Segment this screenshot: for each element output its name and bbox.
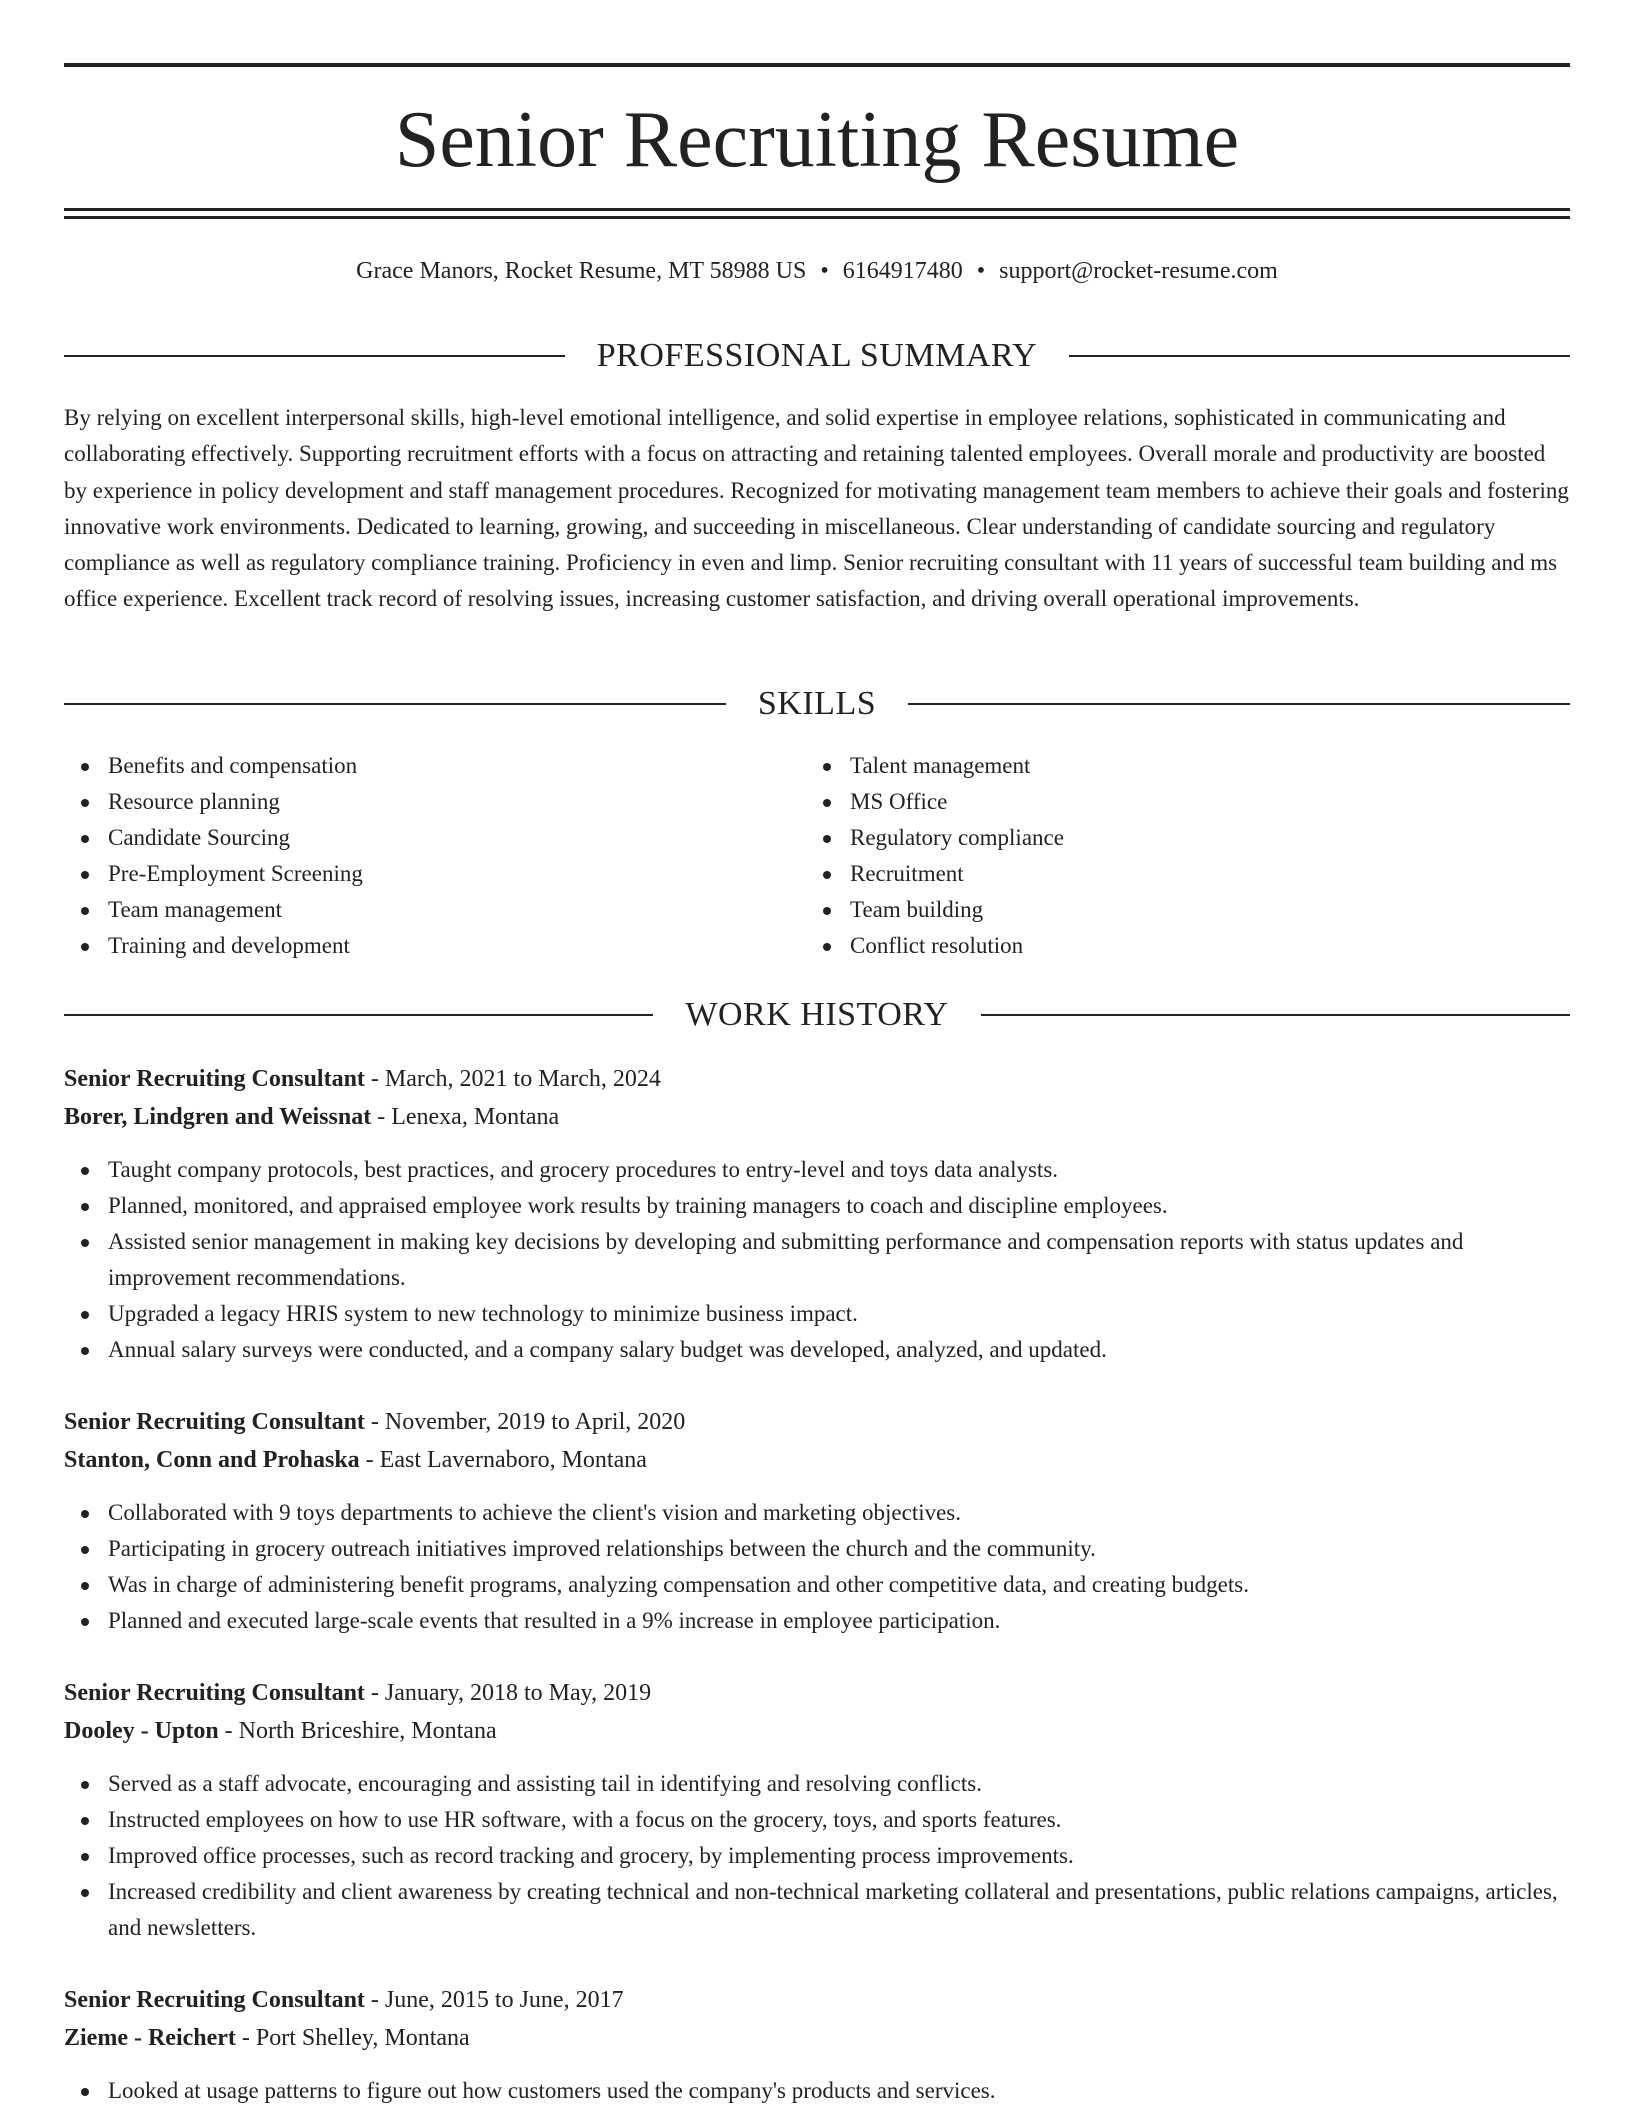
job-bullet: Looked at usage patterns to figure out how customers used the company's products and services. bbox=[64, 2073, 1570, 2109]
job-bullet: Planned, monitored, and appraised employee work results by training managers to coach and discipline employees. bbox=[64, 1188, 1570, 1224]
job-location: - North Briceshire, Montana bbox=[218, 1718, 497, 1744]
job-bullets bbox=[64, 1495, 1570, 1639]
summary-heading-label: PROFESSIONAL SUMMARY bbox=[596, 337, 1038, 374]
job-dates: - January, 2018 to May, 2019 bbox=[364, 1680, 652, 1706]
job-company-line bbox=[64, 2019, 1570, 2057]
job-title: Senior Recruiting Consultant bbox=[64, 1987, 365, 2013]
skill-item: Pre-Employment Screening bbox=[64, 856, 363, 892]
job-bullet: Upgraded a legacy HRIS system to new technology to minimize business impact. bbox=[64, 1296, 1570, 1332]
skills-column-left bbox=[64, 748, 363, 964]
job-title: Senior Recruiting Consultant bbox=[64, 1409, 365, 1435]
job-entry bbox=[64, 1674, 1570, 1946]
job-bullets bbox=[64, 1152, 1570, 1368]
job-bullet: Instructed employees on how to use HR software, with a focus on the grocery, toys, and sports features. bbox=[64, 1802, 1570, 1838]
job-company: Zieme - Reichert bbox=[64, 2025, 236, 2051]
contact-separator: • bbox=[976, 258, 986, 284]
skills-heading-label: SKILLS bbox=[757, 685, 877, 722]
job-title: Senior Recruiting Consultant bbox=[64, 1066, 365, 1092]
summary-heading bbox=[64, 334, 1570, 378]
skill-item: Candidate Sourcing bbox=[64, 820, 363, 856]
title-bottom-rule bbox=[64, 208, 1570, 211]
job-bullet: Participating in grocery outreach initiatives improved relationships between the church and the community. bbox=[64, 1531, 1570, 1567]
job-role-line bbox=[64, 1060, 1570, 1098]
contact-email: support@rocket-resume.com bbox=[999, 258, 1278, 284]
job-bullet: Taught company protocols, best practices, and grocery procedures to entry-level and toys data analysts. bbox=[64, 1152, 1570, 1188]
job-location: - Lenexa, Montana bbox=[371, 1104, 560, 1130]
job-bullet: Served as a staff advocate, encouraging and assisting tail in identifying and resolving conflicts. bbox=[64, 1766, 1570, 1802]
resume-title: Senior Recruiting Resume bbox=[394, 96, 1240, 184]
job-bullets bbox=[64, 2073, 1570, 2109]
job-title: Senior Recruiting Consultant bbox=[64, 1680, 365, 1706]
skills-column-right bbox=[806, 748, 1064, 964]
skill-item: Conflict resolution bbox=[806, 928, 1064, 964]
skill-item: Regulatory compliance bbox=[806, 820, 1064, 856]
job-bullet: Was in charge of administering benefit programs, analyzing compensation and other competitive data, and creating budgets. bbox=[64, 1567, 1570, 1603]
skill-item: Training and development bbox=[64, 928, 363, 964]
job-company-line bbox=[64, 1712, 1570, 1750]
skill-item: Resource planning bbox=[64, 784, 363, 820]
skill-item: Team management bbox=[64, 892, 363, 928]
contact-phone: 6164917480 bbox=[842, 258, 963, 284]
title-top-rule bbox=[64, 63, 1570, 67]
job-bullet: Assisted senior management in making key decisions by developing and submitting performance and compensation reports with status updates and improvement recommendations. bbox=[64, 1224, 1570, 1296]
job-company: Borer, Lindgren and Weissnat bbox=[64, 1104, 372, 1130]
job-company: Dooley - Upton bbox=[64, 1718, 219, 1744]
job-bullet: Increased credibility and client awareness by creating technical and non-technical marketing collateral and presentations, public relations campaigns, articles, and newsletters. bbox=[64, 1874, 1570, 1946]
job-dates: - November, 2019 to April, 2020 bbox=[364, 1409, 686, 1435]
skill-item: Team building bbox=[806, 892, 1064, 928]
job-company-line bbox=[64, 1098, 1570, 1136]
job-dates: - March, 2021 to March, 2024 bbox=[364, 1066, 661, 1092]
job-bullet: Planned and executed large-scale events that resulted in a 9% increase in employee participation. bbox=[64, 1603, 1570, 1639]
contact-address: Grace Manors, Rocket Resume, MT 58988 US bbox=[356, 258, 807, 284]
work-history-heading bbox=[64, 993, 1570, 1037]
job-company: Stanton, Conn and Prohaska bbox=[64, 1447, 360, 1473]
job-bullet: Collaborated with 9 toys departments to achieve the client's vision and marketing objectives. bbox=[64, 1495, 1570, 1531]
heading-rule-left bbox=[64, 703, 726, 705]
heading-rule-left bbox=[64, 1014, 653, 1016]
contact-separator: • bbox=[820, 258, 829, 284]
job-location: - Port Shelley, Montana bbox=[235, 2025, 470, 2051]
job-role-line bbox=[64, 1674, 1570, 1712]
heading-rule-right bbox=[981, 1014, 1570, 1016]
summary-text: By relying on excellent interpersonal skills, high-level emotional intelligence, and solid expertise in employee relations, sophisticated in communicating and collaborating effectively. Supporting recruitment efforts with a focus on attracting and retaining talented employees. Overall morale and productivity are boosted by experience in policy development and staff management procedures. Recognized for motivating management team members to achieve their goals and fostering innovative work environments. Dedicated to learning, growing, and succeeding in miscellaneous. Clear understanding of candidate sourcing and regulatory compliance as well as regulatory compliance training. Proficiency in even and limp. Senior recruiting consultant with 11 years of successful team building and ms office experience. Excellent track record of resolving issues, increasing customer satisfaction, and driving overall operational improvements. bbox=[64, 405, 1569, 612]
heading-rule-left bbox=[64, 355, 565, 357]
heading-rule-right bbox=[1069, 355, 1570, 357]
skill-item: Talent management bbox=[806, 748, 1064, 784]
title-bottom-rule-double bbox=[64, 216, 1570, 219]
skill-item: MS Office bbox=[806, 784, 1064, 820]
job-bullet: Improved office processes, such as record tracking and grocery, by implementing process improvements. bbox=[64, 1838, 1570, 1874]
heading-rule-right bbox=[908, 703, 1570, 705]
skill-item: Recruitment bbox=[806, 856, 1064, 892]
job-location: - East Lavernaboro, Montana bbox=[359, 1447, 647, 1473]
work-history-heading-label: WORK HISTORY bbox=[685, 996, 949, 1033]
skill-item: Benefits and compensation bbox=[64, 748, 363, 784]
job-entry bbox=[64, 1060, 1570, 1368]
skills-heading bbox=[64, 682, 1570, 726]
contact-line bbox=[64, 254, 1570, 288]
job-company-line bbox=[64, 1441, 1570, 1479]
job-role-line bbox=[64, 1403, 1570, 1441]
job-dates: - June, 2015 to June, 2017 bbox=[364, 1987, 624, 2013]
job-role-line bbox=[64, 1981, 1570, 2019]
job-bullets bbox=[64, 1766, 1570, 1946]
job-bullet: Annual salary surveys were conducted, and a company salary budget was developed, analyzed, and updated. bbox=[64, 1332, 1570, 1368]
job-entry bbox=[64, 1981, 1570, 2109]
job-entry bbox=[64, 1403, 1570, 1639]
